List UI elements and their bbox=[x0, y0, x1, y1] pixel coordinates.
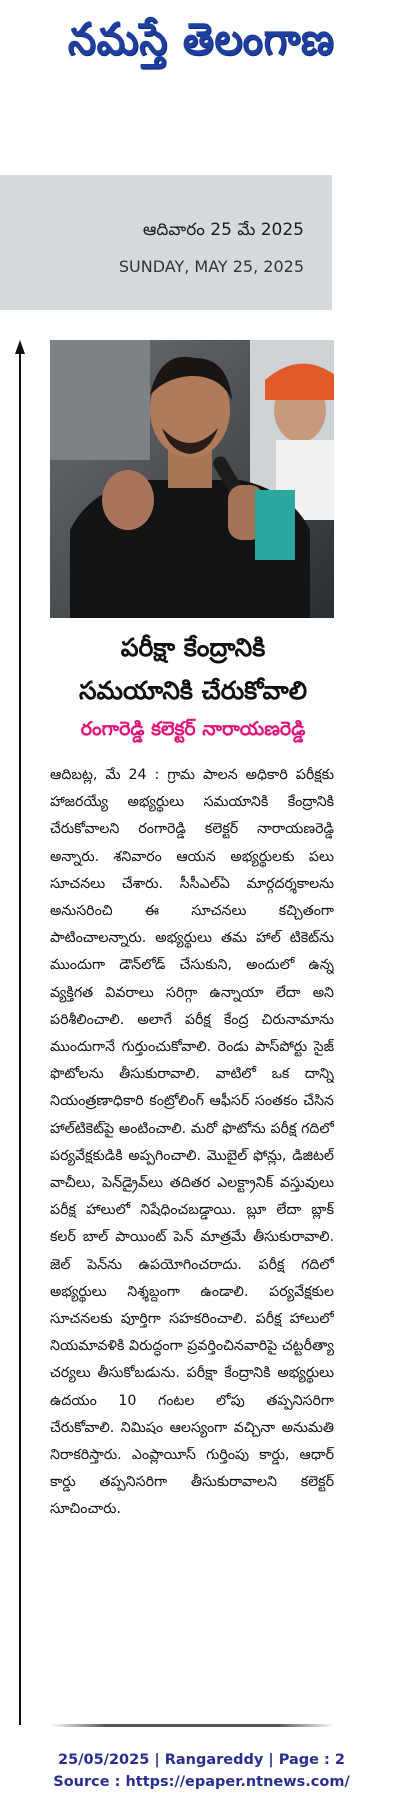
date-english: SUNDAY, MAY 25, 2025 bbox=[118, 257, 304, 276]
article-photo bbox=[50, 340, 334, 618]
headline-line-2: సమయానికి చేరుకోవాలి bbox=[78, 676, 308, 705]
footer-source-link[interactable]: Source : https://epaper.ntnews.com/ bbox=[53, 1774, 350, 1790]
newspaper-title: నమస్తే తెలంగాణ bbox=[68, 14, 335, 65]
date-band bbox=[0, 175, 332, 310]
headline-line-1: పరీక్షా కేంద్రానికి bbox=[120, 633, 266, 662]
article-body: ఆదిబట్ల, మే 24 : గ్రామ పాలన అధికారి పరీక్షకు హాజరయ్యే అభ్యర్థులు సమయానికి కేంద్రానికి చేరుకోవాలని రంగారెడ్డి కలెక్టర్ నారాయణరెడ్డి అన్నారు. శనివారం ఆయన అభ్యర్థులకు పలు సూచనలు చేశారు. సీసీఎల్ఏ మార్గదర్శకాలను అనుసరించి ఈ సూచనలు కచ్చితంగా పాటించాలన్నారు. అభ్యర్థులు తమ హాల్ టికెట్‌ను ముందుగా డౌన్‌లోడ్ చేసుకుని, అందులో ఉన్న వ్యక్తిగత వివరాలు సరిగ్గా ఉన్నాయా లేదా అని పరిశీలించాలి. అలాగే పరీక్ష కేంద్ర చిరునామాను ముందుగానే గుర్తుంచుకోవాలి. రెండు పాస్‌పోర్టు సైజ్ ఫొటోలను తీసుకురావాలి. వాటిలో ఒక దాన్ని నియంత్రణాధికారి కంట్రోలింగ్ ఆఫీసర్ సంతకం చేసిన హాల్‌టికెట్‌పై అంటించాలి. మరో ఫొటోను పరీక్ష గదిలో పర్యవేక్షకుడికి అప్పగించాలి. మొబైల్ ఫోన్లు, డిజిటల్ వాచీలు, పెన్‌డ్రైవ్‌లు తదితర ఎలక్ట్రానిక్ వస్తువులు పరీక్ష హాలులో నిషేధించబడ్డాయి. బ్లూ లేదా బ్లాక్ కలర్ బాల్ పాయింట్ పెన్ మాత్రమే తీసుకురావాలి. జెల్ పెన్‌ను ఉపయోగించరాదు. పరీక్ష గదిలో అభ్యర్థులు నిశ్శబ్దంగా ఉండాలి. పర్యవేక్షకుల సూచనలకు పూర్తిగా సహకరించాలి. పరీక్ష హాలులో నియమావళికి విరుద్ధంగా ప్రవర్తించినవారిపై చట్టరీత్యా చర్యలు తీసుకోబడును. పరీక్షా కేంద్రానికి అభ్యర్థులు ఉదయం 10 గంటల లోపు తప్పనిసరిగా చేరుకోవాలి. నిమిషం ఆలస్యంగా వచ్చినా అనుమతి నిరాకరిస్తారు. ఎంప్లాయీస్ గుర్తింపు కార్డు, ఆధార్ కార్డు తప్పనిసరిగా తీసుకురావాలని కలెక్టర్ సూచించారు. bbox=[50, 767, 334, 1518]
speaker-photo-illustration bbox=[50, 340, 334, 618]
footer-date-page: 25/05/2025 | Rangareddy | Page : 2 bbox=[58, 1752, 345, 1768]
scroll-line bbox=[19, 352, 21, 1725]
footer-divider bbox=[50, 1724, 334, 1727]
article-subheadline: రంగారెడ్డి కలెక్టర్ నారాయణరెడ్డి bbox=[80, 718, 306, 740]
masthead bbox=[0, 0, 403, 90]
scroll-indicator bbox=[15, 340, 25, 1725]
article-headline bbox=[48, 626, 338, 712]
date-telugu: ఆదివారం 25 మే 2025 bbox=[142, 220, 304, 240]
